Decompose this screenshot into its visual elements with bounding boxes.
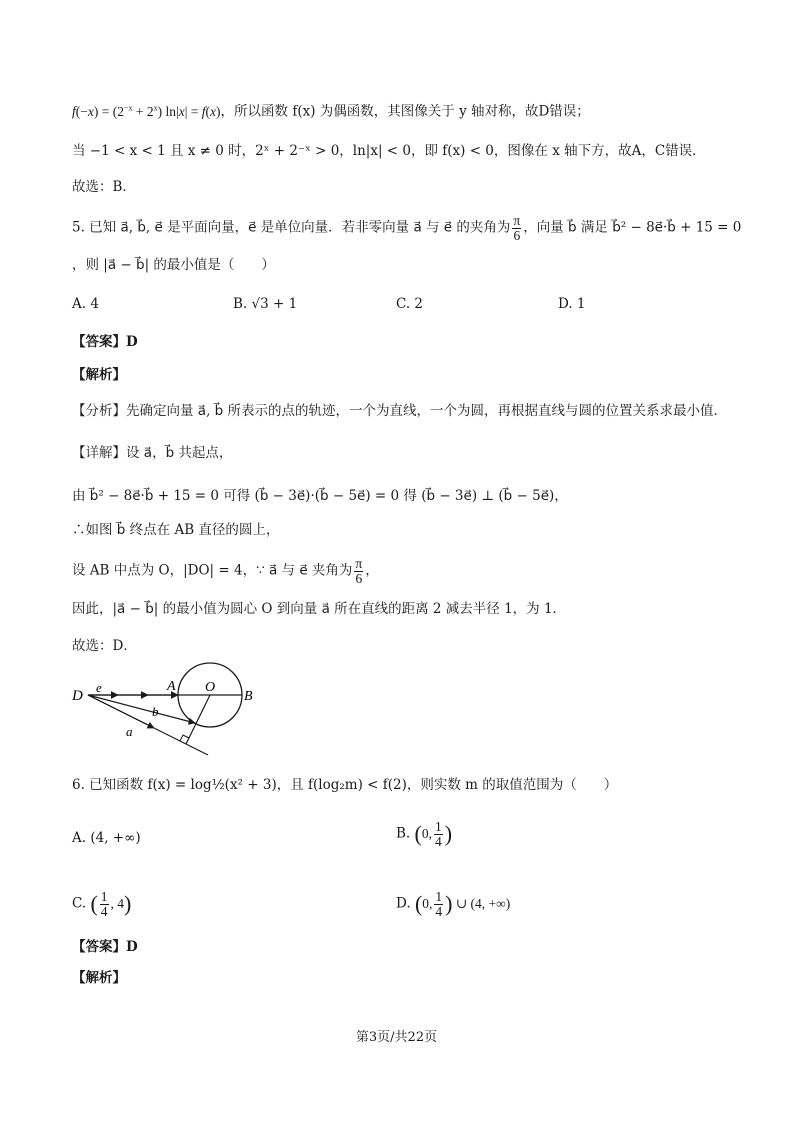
line-1: $f(-x) = (2^{-x} + 2^x) \ln|x| = f(x)$，所以函数 f(x) 为偶函数，其图像关于 y 轴对称，故D错误；	[72, 103, 590, 120]
line-1-text: ，所以函数 f(x) 为偶函数，其图像关于 y 轴对称，故D错误；	[220, 103, 590, 120]
line-2: 当 −1 < x < 1 且 x ≠ 0 时，2ˣ + 2⁻ˣ > 0，ln|x| < 0，即 f(x) < 0，图像在 x 轴下方，故A，C错误．	[72, 143, 706, 159]
q5-figure	[70, 655, 270, 760]
vector-b	[88, 695, 195, 723]
label-o: O	[205, 680, 216, 695]
frac-1-den-b: 4	[434, 833, 442, 849]
q5-stem-line1	[72, 214, 741, 242]
pi-over-6	[512, 214, 521, 242]
q5-step3	[72, 557, 379, 585]
q5-option-b: B. √3 + 1	[233, 296, 298, 312]
frac-1-4-c	[100, 890, 109, 918]
page-footer: 第3页/共22页	[355, 1030, 438, 1045]
label-d: D	[72, 688, 83, 704]
q5-option-a: A. 4	[72, 296, 99, 312]
q5-stem-line2: ，则 |a⃗ − b⃗| 的最小值是（ ）	[72, 257, 275, 273]
label-b-point: B	[244, 689, 253, 704]
frac-1-den-c: 4	[100, 903, 108, 919]
q5-option-d: D. 1	[558, 296, 586, 312]
frac-den: 6	[513, 227, 521, 243]
label-a-vector: a⃗	[126, 724, 143, 739]
q5-step3-text: 设 AB 中点为 O，|DO| = 4，∵ a⃗ 与 e⃗ 夹角为	[72, 562, 353, 579]
q5-xiangjie: 【详解】设 a⃗，b⃗ 共起点，	[72, 445, 233, 461]
q5-fenxi: 【分析】先确定向量 a⃗, b⃗ 所表示的点的轨迹，一个为直线，一个为圆，再根据直线与圆的位置关系求最小值．	[72, 403, 728, 419]
q5-option-c: C. 2	[396, 296, 424, 312]
q5-analysis-tag: 【解析】	[72, 367, 126, 383]
q6-option-d-label: D.	[396, 895, 411, 912]
q6-option-d: D. (0, $\frac{1}{4}$ ) ∪ (4, +∞)	[396, 889, 511, 919]
q5-step1: 由 b⃗² − 8e⃗·b⃗ + 15 = 0 可得 (b⃗ − 3e⃗)·(b⃗ − 5e⃗) = 0 得 (b⃗ − 3e⃗) ⊥ (b⃗ − 5e⃗)，	[72, 488, 568, 504]
frac-1-4-b	[434, 820, 443, 848]
vector-a	[88, 695, 154, 728]
frac-1-den-d: 4	[435, 903, 443, 919]
frac-num: π	[513, 213, 521, 228]
frac-1-4-d	[434, 890, 443, 918]
q6-option-c-label: C.	[72, 895, 87, 912]
q6-stem: 6. 已知函数 f(x) = log½(x² + 3)，且 f(log₂m) < f(2)，则实数 m 的取值范围为（ ）	[72, 777, 618, 793]
q6-option-b-label: B.	[396, 825, 411, 842]
frac-1-num-b: 1	[434, 819, 442, 834]
label-b-vector: b⃗	[152, 704, 169, 719]
q6-analysis-tag: 【解析】	[72, 970, 126, 986]
frac-den-2: 6	[355, 570, 363, 586]
q6-option-b: B. (0, $\frac{1}{4}$ )	[396, 819, 453, 849]
q5-step3-tail: ，	[365, 562, 379, 579]
q6-answer: 【答案】D	[72, 939, 138, 955]
q6-option-a: A. (4, +∞)	[72, 830, 141, 846]
label-a-point: A	[167, 679, 176, 694]
pi-over-6-step	[354, 557, 363, 585]
frac-1-num-c: 1	[100, 889, 108, 904]
q5-step2: ∴如图 b⃗ 终点在 AB 直径的圆上，	[72, 522, 280, 538]
q5-stem-b: ，向量 b⃗ 满足 b⃗² − 8e⃗·b⃗ + 15 = 0	[523, 219, 742, 236]
q5-stem-a: 5. 已知 a⃗, b⃗, e⃗ 是平面向量，e⃗ 是单位向量．若非零向量 a⃗ 与 e⃗ 的夹角为	[72, 219, 511, 236]
label-e: e⃗	[96, 680, 112, 695]
frac-1-num-d: 1	[435, 889, 443, 904]
q6-option-c: C. ( $\frac{1}{4}$ , 4)	[72, 889, 132, 919]
q5-answer: 【答案】D	[72, 334, 138, 350]
q5-step4: 因此，|a⃗ − b⃗| 的最小值为圆心 O 到向量 a⃗ 所在直线的距离 2 减去半径 1，为 1．	[72, 601, 567, 617]
line-3: 故选：B．	[72, 179, 136, 195]
q5-choose: 故选：D．	[72, 638, 137, 654]
frac-num-2: π	[355, 556, 363, 571]
